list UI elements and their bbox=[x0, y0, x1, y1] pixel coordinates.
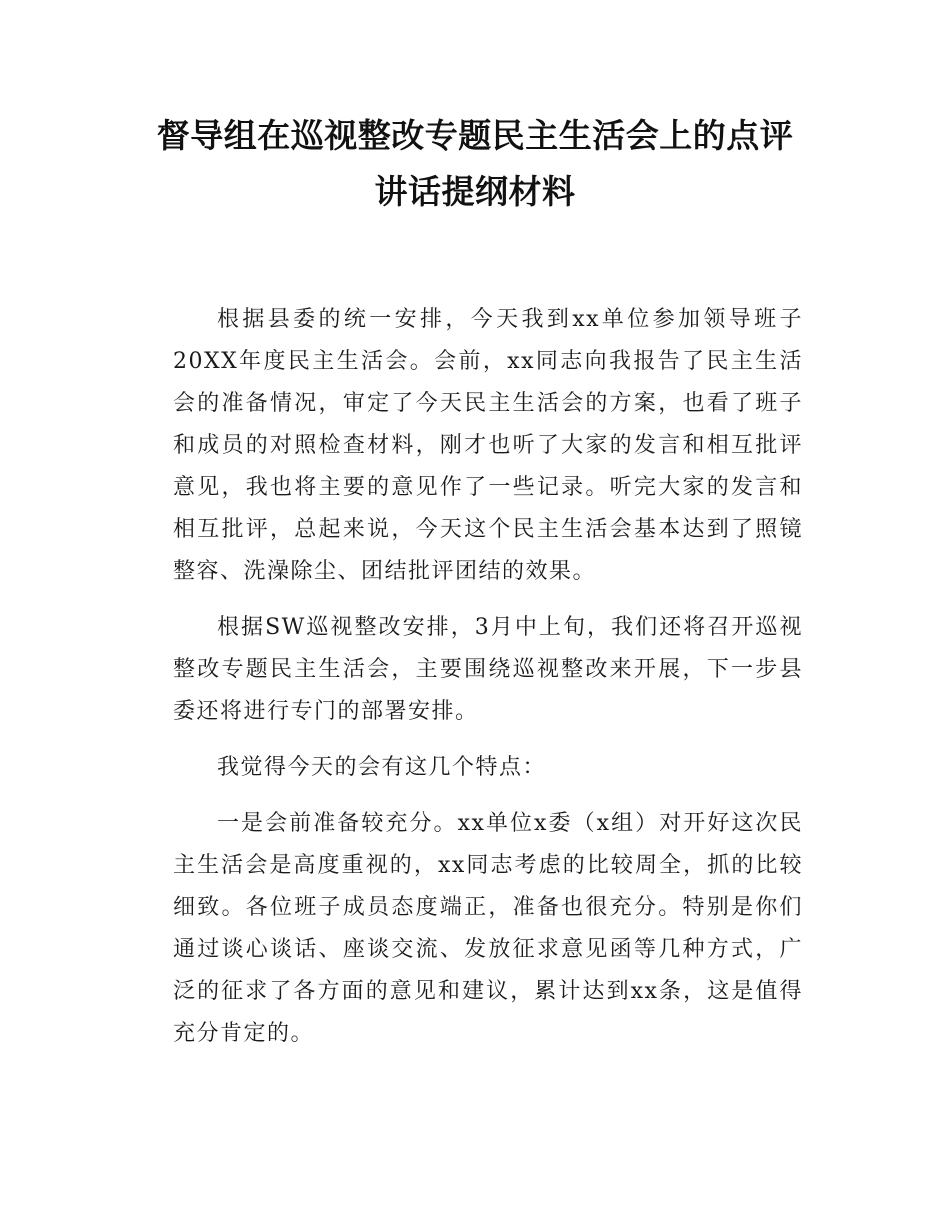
paragraph-3: 我觉得今天的会有这几个特点： bbox=[217, 755, 547, 780]
title-line-2: 讲话提纲材料 bbox=[374, 172, 576, 211]
paragraph-2: 根据SW巡视整改安排，3月中上旬，我们还将召开巡视整改专题民主生活会，主要围绕巡视整改来开展，下一步县委还将进行专门的部署安排。 bbox=[173, 615, 803, 724]
document-title bbox=[120, 108, 830, 220]
title-line-1: 督导组在巡视整改专题民主生活会上的点评 bbox=[156, 116, 794, 155]
document-body bbox=[173, 299, 803, 1069]
paragraph-1: 根据县委的统一安排，今天我到xx单位参加领导班子20XX年度民主生活会。会前，xx同志向我报告了民主生活会的准备情况，审定了今天民主生活会的方案，也看了班子和成员的对照检查材料，刚才也听了大家的发言和相互批评意见，我也将主要的意见作了一些记录。听完大家的发言和相互批评，总起来说，今天这个民主生活会基本达到了照镜整容、洗澡除尘、团结批评团结的效果。 bbox=[173, 307, 803, 584]
paragraph-4: 一是会前准备较充分。xx单位x委（x组）对开好这次民主生活会是高度重视的，xx同志考虑的比较周全，抓的比较细致。各位班子成员态度端正，准备也很充分。特别是你们通过谈心谈话、座谈交流、发放征求意见函等几种方式，广泛的征求了各方面的意见和建议，累计达到xx条，这是值得充分肯定的。 bbox=[173, 811, 803, 1046]
